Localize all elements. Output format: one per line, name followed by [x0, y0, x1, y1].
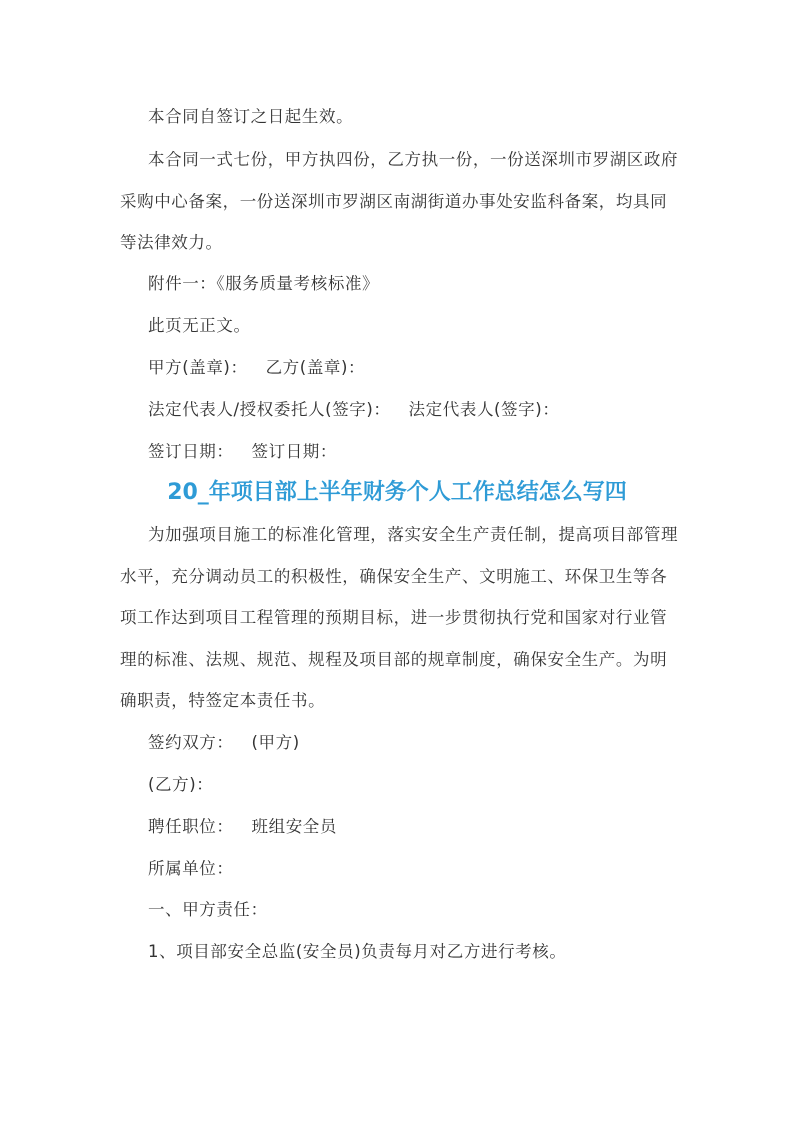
- date-b: 签订日期：: [251, 442, 337, 461]
- date-a: 签订日期：: [148, 442, 234, 461]
- copies-clause: 本合同一式七份，甲方执四份，乙方执一份，一份送深圳市罗湖区政府采购中心备案，一份送深圳市罗湖区南湖街道办事处安监科备案，均具同等法律效力。: [120, 150, 679, 252]
- attachment-line: 附件一：《服务质量考核标准》: [148, 274, 380, 293]
- item-one: 1、项目部安全总监(安全员)负责每月对乙方进行考核。: [148, 942, 567, 961]
- representative-line: [148, 389, 559, 431]
- section-heading: 20_年项目部上半年财务个人工作总结怎么写四: [167, 480, 627, 505]
- signing-parties-a: (甲方): [251, 733, 300, 752]
- effective-clause: 本合同自签订之日起生效。: [148, 107, 354, 126]
- party-b-seal: 乙方(盖章)：: [265, 358, 366, 377]
- party-b-line: (乙方)：: [148, 775, 214, 794]
- rep-a: 法定代表人/授权委托人(签字)：: [148, 400, 391, 419]
- intro-paragraph: 为加强项目施工的标准化管理，落实安全生产责任制，提高项目部管理水平，充分调动员工的积极性，确保安全生产、文明施工、环保卫生等各项工作达到项目工程管理的预期目标，进一步贯彻执行党和国家对行业管理的标准、法规、规范、规程及项目部的规章制度，确保安全生产。为明确职责，特签定本责任书。: [120, 525, 679, 710]
- position-value: 班组安全员: [251, 817, 337, 836]
- party-a-seal: 甲方(盖章)：: [148, 358, 248, 377]
- rep-b: 法定代表人(签字)：: [408, 400, 560, 419]
- position-line: [148, 806, 337, 848]
- signing-parties-label: 签约双方：: [148, 733, 234, 752]
- position-label: 聘任职位：: [148, 817, 234, 836]
- seal-line: [148, 347, 365, 389]
- section-one-title: 一、甲方责任：: [148, 900, 268, 919]
- date-line: [148, 431, 337, 473]
- unit-line: 所属单位：: [148, 859, 234, 878]
- no-text-line: 此页无正文。: [148, 316, 251, 335]
- signing-parties-line: [148, 722, 300, 764]
